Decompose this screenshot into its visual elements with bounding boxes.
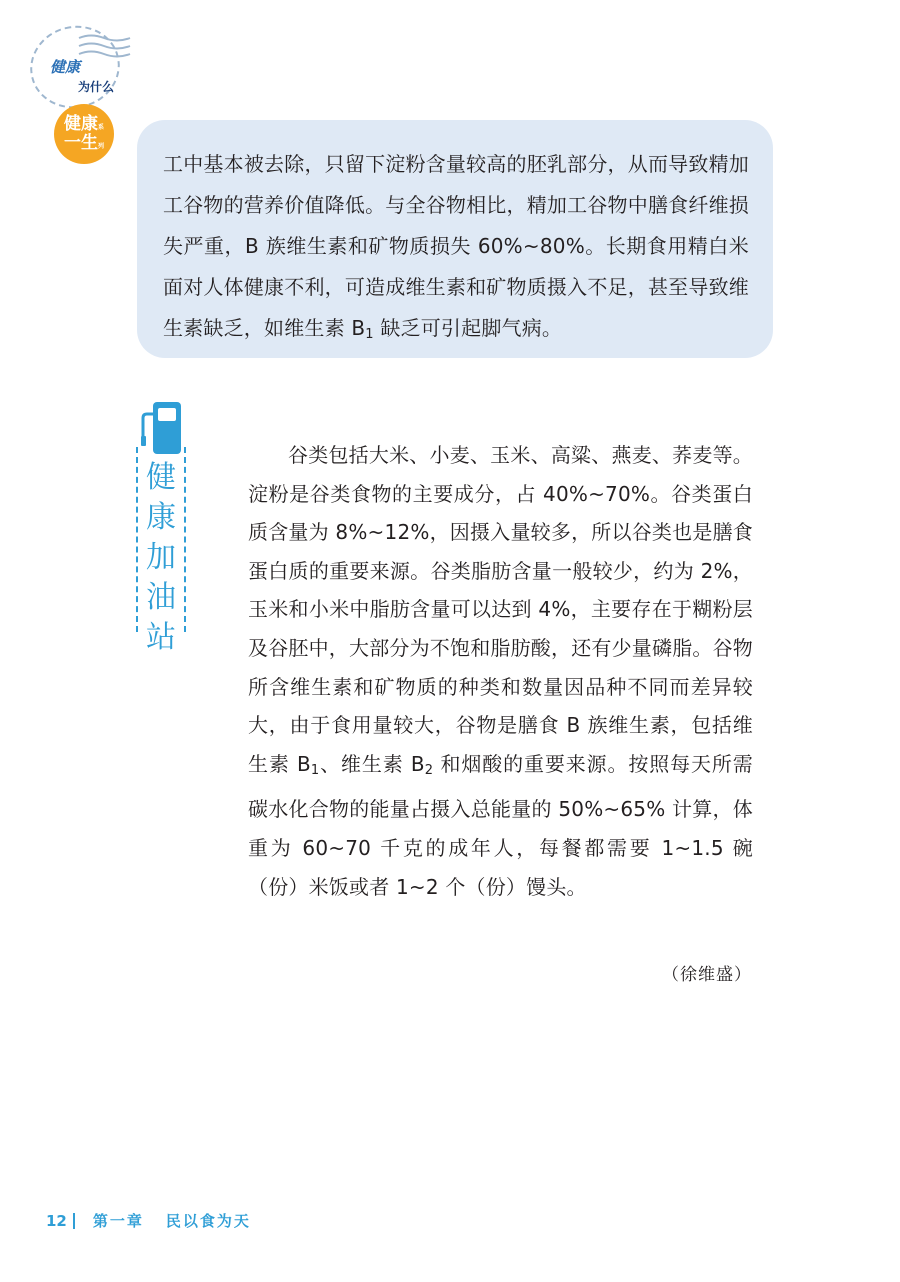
callout-subscript: 1: [365, 327, 374, 342]
chapter-title: 民以食为天: [165, 1212, 251, 1230]
logo-title: 健康: [50, 58, 81, 76]
logo-subtitle: 为什么: [78, 80, 115, 94]
author-credit: （徐维盛）: [662, 965, 752, 985]
sidebar-char: 康: [146, 500, 176, 535]
sidebar-title: [140, 458, 182, 658]
sidebar-char: 加: [146, 540, 176, 575]
page-number: 12: [46, 1211, 67, 1230]
subscript-1: 1: [310, 762, 320, 778]
sidebar-char: 油: [146, 580, 176, 615]
postmark-lines-icon: [77, 32, 132, 62]
logo-badge-top: 健康系: [63, 114, 104, 134]
logo-badge-small-b: 列: [97, 143, 104, 150]
logo-badge: [54, 104, 114, 164]
series-logo: [22, 20, 137, 155]
sidebar-char: 健: [146, 460, 176, 495]
page-footer: [46, 1210, 251, 1231]
callout-text: 工中基本被去除，只留下淀粉含量较高的胚乳部分，从而导致精加工谷物的营养价值降低。与全谷物相比，精加工谷物中膳食纤维损失严重，B 族维生素和矿物质损失 60%~80%。长期食用精白米面对人体健康不利，可造成维生素和矿物质摄入不足，甚至导致维生素缺乏，如维生素 $B_1$ 缺乏可引起脚气病。: [163, 152, 749, 342]
subscript-2: 2: [424, 762, 434, 778]
sidebar-char: 站: [146, 620, 176, 655]
main-paragraph: 谷类包括大米、小麦、玉米、高粱、燕麦、荞麦等。淀粉是谷类食物的主要成分，占 40%~70%。谷类蛋白质含量为 8%~12%，因摄入量较多，所以谷类也是膳食蛋白质的重要来源。谷类脂肪含量一般较少，约为 2%，玉米和小米中脂肪含量可以达到 4%，主要存在于糊粉层及谷胚中，大部分为不饱和脂肪酸，还有少量磷脂。谷物所含维生素和矿物质的种类和数量因品种不同而差异较大，由于食用量较大，谷物是膳食 B 族维生素，包括维生素 $B_1$、维生素 $B_2$ 和烟酸的重要来源。按照每天所需碳水化合物的能量占摄入总能量的 50%~65% 计算，体重为 60~70 千克的成年人，每餐都需要 1~1.5 碗（份）米饭或者 1~2 个（份）馒头。: [248, 443, 753, 899]
main-article: [248, 436, 753, 906]
logo-badge-small-a: 系: [97, 124, 104, 131]
chapter-label: 第一章: [92, 1212, 144, 1230]
callout-box: [137, 120, 773, 358]
footer-divider: [73, 1213, 75, 1229]
logo-badge-bottom: 一生列: [63, 133, 104, 153]
